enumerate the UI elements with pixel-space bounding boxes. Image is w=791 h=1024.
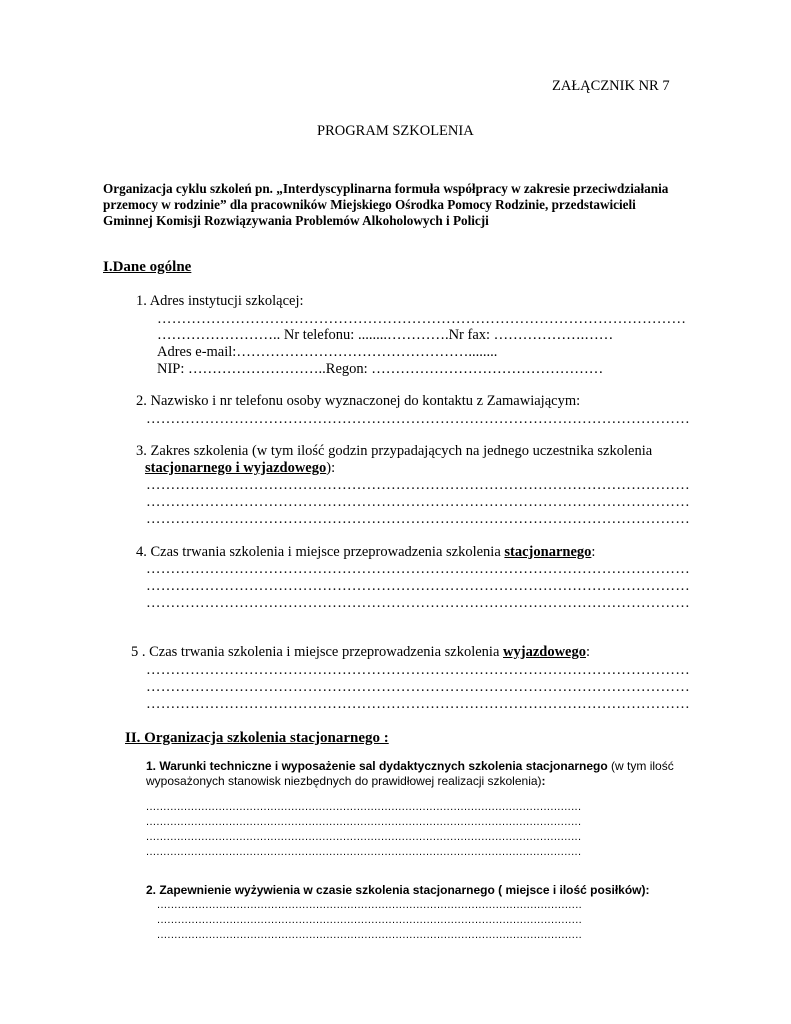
item-2-label: 2. Nazwisko i nr telefonu osoby wyznaczonej do kontaktu z Zamawiającym: <box>136 393 581 409</box>
s2-item-1-label-line-2: wyposażonych stanowisk niezbędnych do prawidłowej realizacji szkolenia): <box>146 774 546 788</box>
item-3-label: 3. Zakres szkolenia (w tym ilość godzin przypadających na jednego uczestnika szkolenia <box>136 443 653 459</box>
attachment-number: ZAŁĄCZNIK NR 7 <box>552 78 670 94</box>
item-1-nip-regon-line[interactable]: NIP: ………………………..Regon: ………………………………………… <box>157 361 604 377</box>
s2-item-2-dots-1[interactable]: ........................................................................................................................... <box>157 899 583 911</box>
intro-line-3: Gminnej Komisji Rozwiązywania Problemów Alkoholowych i Policji <box>103 213 489 228</box>
section-2-heading: II. Organizacja szkolenia stacjonarnego : <box>125 730 389 746</box>
s2-item-1-dots-1[interactable]: .............................................................................................................................. <box>146 801 582 813</box>
item-4-label: 4. Czas trwania szkolenia i miejsce przeprowadzenia szkolenia stacjonarnego: <box>136 544 596 560</box>
section-1-heading: I.Dane ogólne <box>103 259 192 275</box>
item-1-email-line[interactable]: Adres e-mail:…………………………………………........ <box>157 344 498 360</box>
item-3-dots-3[interactable]: ………………………………………………………………………………………………… <box>146 511 690 527</box>
item-2-dots[interactable]: ………………………………………………………………………………………………… <box>146 411 690 427</box>
s2-item-1-dots-2[interactable]: .............................................................................................................................. <box>146 816 582 828</box>
s2-item-2-label: 2. Zapewnienie wyżywienia w czasie szkolenia stacjonarnego ( miejsce i ilość posiłków): <box>146 883 650 897</box>
item-4-dots-3[interactable]: ………………………………………………………………………………………………… <box>146 595 690 611</box>
s2-item-1-label: 1. Warunki techniczne i wyposażenie sal dydaktycznych szkolenia stacjonarnego (w tym ilość <box>146 759 674 773</box>
page-title: PROGRAM SZKOLENIA <box>317 123 474 139</box>
s2-item-1-dots-3[interactable]: .............................................................................................................................. <box>146 831 582 843</box>
item-3-underlined: stacjonarnego i wyjazdowego <box>145 460 327 476</box>
item-3-label-line-2: stacjonarnego i wyjazdowego): <box>145 460 336 476</box>
item-5-label: 5 . Czas trwania szkolenia i miejsce przeprowadzenia szkolenia wyjazdowego: <box>131 644 591 660</box>
s2-item-1-dots-4[interactable]: .............................................................................................................................. <box>146 846 582 858</box>
item-5-underlined: wyjazdowego <box>503 644 586 660</box>
item-5-dots-1[interactable]: ………………………………………………………………………………………………… <box>146 662 690 678</box>
item-1-dots[interactable]: ……………………………………………………………………………………………… <box>157 311 687 327</box>
item-3-dots-1[interactable]: ………………………………………………………………………………………………… <box>146 477 690 493</box>
item-4-underlined: stacjonarnego <box>504 544 592 560</box>
item-5-dots-3[interactable]: ………………………………………………………………………………………………… <box>146 696 690 712</box>
s2-item-2-dots-2[interactable]: ........................................................................................................................... <box>157 914 583 926</box>
item-1-label: 1. Adres instytucji szkolącej: <box>136 293 304 309</box>
intro-line-1: Organizacja cyklu szkoleń pn. „Interdyscyplinarna formuła współpracy w zakresie przeciwdziałania <box>103 181 669 196</box>
item-3-dots-2[interactable]: ………………………………………………………………………………………………… <box>146 494 690 510</box>
item-4-dots-2[interactable]: ………………………………………………………………………………………………… <box>146 578 690 594</box>
item-5-dots-2[interactable]: ………………………………………………………………………………………………… <box>146 679 690 695</box>
s2-item-2-dots-3[interactable]: ........................................................................................................................... <box>157 929 583 941</box>
item-4-dots-1[interactable]: ………………………………………………………………………………………………… <box>146 561 690 577</box>
intro-line-2: przemocy w rodzinie” dla pracowników Miejskiego Ośrodka Pomocy Rodzinie, przedstawicieli <box>103 197 636 212</box>
item-1-phone-fax-line[interactable]: …………………….. Nr telefonu: ........………….Nr fax: ……………….…… <box>157 327 614 343</box>
